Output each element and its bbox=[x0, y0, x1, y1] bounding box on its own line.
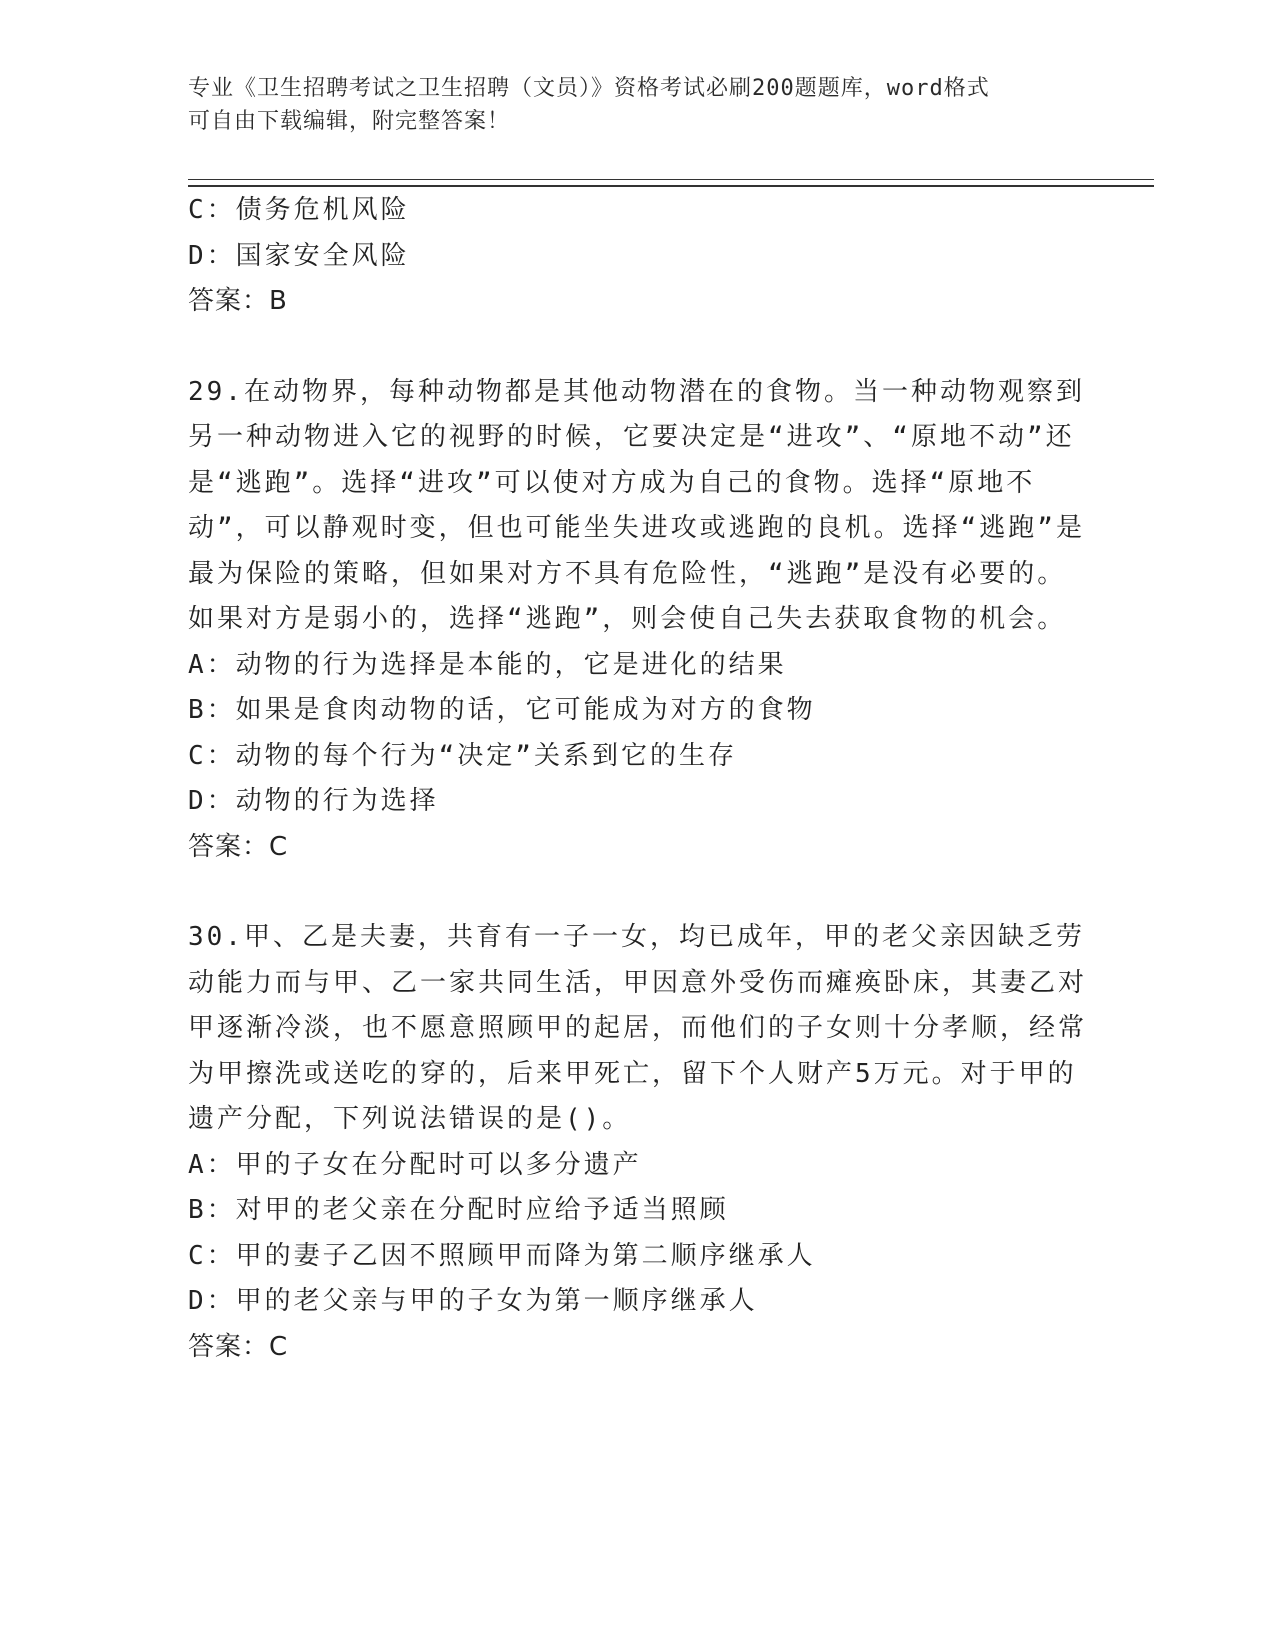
spacer bbox=[188, 870, 1088, 915]
option-b: B：对甲的老父亲在分配时应给予适当照顾 bbox=[188, 1195, 729, 1225]
option-a: A：甲的子女在分配时可以多分遗产 bbox=[188, 1149, 642, 1180]
option-d: D：动物的行为选择 bbox=[188, 786, 439, 816]
option-c: C：债务危机风险 bbox=[188, 195, 410, 225]
question-stem: 30.甲、乙是夫妻，共育有一子一女，均已成年，甲的老父亲因缺乏劳动能力而与甲、乙一家共同生活，甲因意外受伤而瘫痪卧床，其妻乙对甲逐渐冷淡，也不愿意照顾甲的起居，而他们的子女则十分孝顺，经常为甲擦洗或送吃的穿的，后来甲死亡，留下个人财产5万元。对于甲的遗产分配，下列说法错误的是()。 bbox=[188, 922, 1088, 1134]
option-c: C：甲的妻子乙因不照顾甲而降为第二顺序继承人 bbox=[188, 1240, 816, 1271]
previous-question-tail bbox=[188, 188, 1088, 325]
header-title-line-1: 专业《卫生招聘考试之卫生招聘（文员）》资格考试必刷200题题库，word格式 bbox=[188, 76, 990, 101]
question-30 bbox=[188, 915, 1088, 1370]
answer-line: 答案：C bbox=[188, 831, 289, 862]
answer-line: 答案：C bbox=[188, 1331, 289, 1362]
question-29 bbox=[188, 370, 1088, 871]
question-stem: 29.在动物界，每种动物都是其他动物潜在的食物。当一种动物观察到另一种动物进入它的视野的时候，它要决定是“进攻”、“原地不动”还是“逃跑”。选择“进攻”可以使对方成为自己的食物。选择“原地不动”，可以静观时变，但也可能坐失进攻或逃跑的良机。选择“逃跑”是最为保险的策略，但如果对方不具有危险性，“逃跑”是没有必要的。如果对方是弱小的，选择“逃跑”，则会使自己失去获取食物的机会。 bbox=[188, 376, 1085, 634]
option-d: D：国家安全风险 bbox=[188, 240, 410, 271]
option-a: A：动物的行为选择是本能的，它是进化的结果 bbox=[188, 649, 787, 680]
document-body bbox=[188, 188, 1088, 1370]
option-c: C：动物的每个行为“决定”关系到它的生存 bbox=[188, 740, 737, 771]
option-b: B：如果是食肉动物的话，它可能成为对方的食物 bbox=[188, 695, 816, 725]
answer-line: 答案：B bbox=[188, 286, 288, 316]
option-d: D：甲的老父亲与甲的子女为第一顺序继承人 bbox=[188, 1286, 758, 1316]
spacer bbox=[188, 325, 1088, 370]
header-title-line-2: 可自由下载编辑，附完整答案！ bbox=[188, 109, 511, 134]
header-divider bbox=[188, 179, 1154, 187]
page-header bbox=[188, 72, 1088, 138]
